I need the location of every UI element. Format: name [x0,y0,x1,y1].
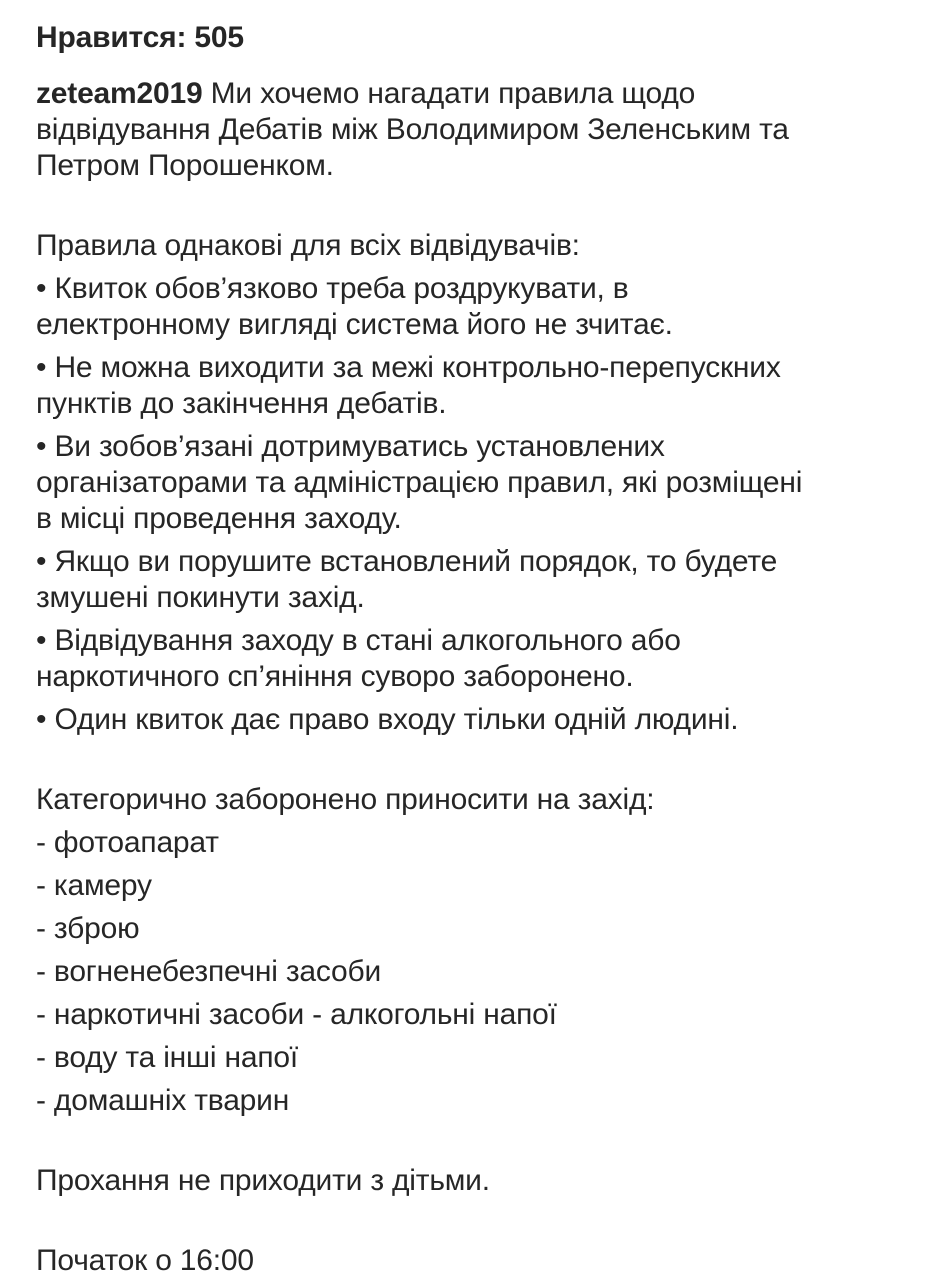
caption-bullet-line: • Квиток обов’язково треба роздрукувати, в [36,272,629,305]
caption-line: відвідування Дебатів між Володимиром Зеленським та [36,113,789,146]
likes-count[interactable]: Нравится: 505 [36,21,244,54]
caption-line: змушені покинути захід. [36,581,365,614]
caption-line: Петром Порошенком. [36,149,334,182]
caption-line: Початок о 16:00 [36,1244,254,1277]
caption-line: Категорично заборонено приносити на захід: [36,783,655,816]
caption-line: організаторами та адміністрацією правил, які розміщені [36,466,803,499]
caption-line: пунктів до закінчення дебатів. [36,387,447,420]
caption-bullet-line: • Відвідування заходу в стані алкогольного або [36,624,681,657]
caption-dash-line: - домашніх тварин [36,1084,290,1117]
caption-bullet-line: • Ви зобов’язані дотримуватись установлених [36,430,665,463]
caption-intro-text [202,77,210,110]
caption-bullet-line: • Один квиток дає право входу тільки одній людині. [36,703,739,736]
caption-bullet-line: • Не можна виходити за межі контрольно-перепускних [36,351,781,384]
caption-line [36,76,931,112]
caption-line: електронному вигляді система його не зчитає. [36,308,673,341]
caption-dash-line: - вогненебезпечні засоби [36,955,382,988]
caption-line: Правила однакові для всіх відвідувачів: [36,229,580,262]
caption-line: в місці проведення заходу. [36,502,402,535]
caption-dash-line: - камеру [36,869,152,902]
caption-bullet-line: • Якщо ви порушите встановлений порядок, то будете [36,545,778,578]
caption-text: Ми хочемо нагадати правила щодо [210,77,696,110]
caption-line: наркотичного сп’яніння суворо заборонено. [36,660,634,693]
caption-dash-line: - воду та інші напої [36,1041,299,1074]
username-link[interactable]: zeteam2019 [36,77,203,110]
caption-dash-line: - фотоапарат [36,826,219,859]
caption-line: Прохання не приходити з дітьми. [36,1164,490,1197]
caption-dash-line: - зброю [36,912,140,945]
caption-dash-line: - наркотичні засоби - алкогольні напої [36,998,557,1031]
